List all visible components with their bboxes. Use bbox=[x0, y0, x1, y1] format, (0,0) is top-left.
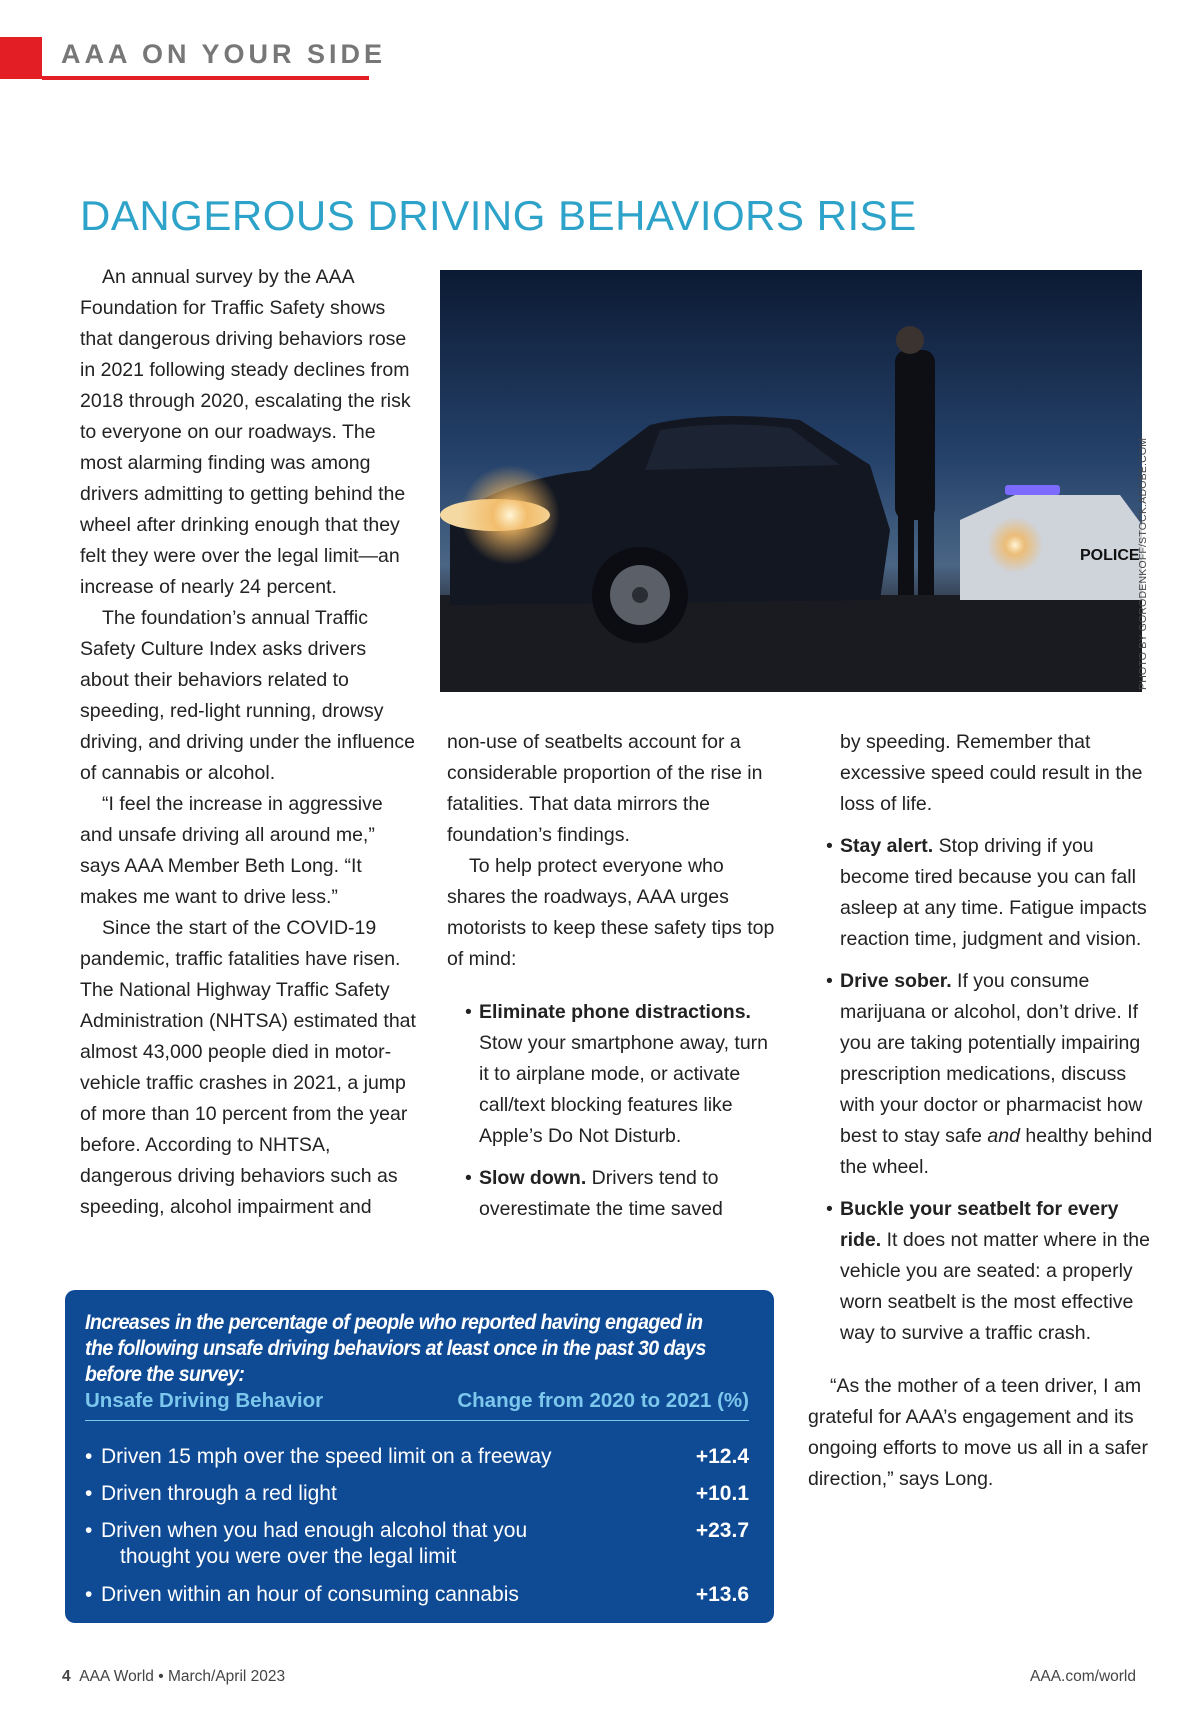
paragraph: non-use of seatbelts account for a considerable proportion of the rise in fatalities. That data mirrors the foundation’s findings. bbox=[447, 731, 763, 846]
article-column-3 bbox=[808, 727, 1155, 1495]
tip-heading: Eliminate phone distractions. bbox=[479, 1001, 751, 1023]
footer-left bbox=[62, 1668, 285, 1686]
behavior-label: • Driven 15 mph over the speed limit on a freeway bbox=[101, 1444, 552, 1470]
tip-heading: Stay alert. bbox=[840, 835, 934, 857]
tip-text: Drivers tend to overestimate the time saved bbox=[479, 1167, 723, 1220]
change-value: +10.1 bbox=[695, 1482, 749, 1505]
behavior-label: • Driven when you had enough alcohol that you bbox=[101, 1518, 527, 1544]
paragraph: An annual survey by the AAA Foundation for Traffic Safety shows that dangerous driving behaviors rose in 2021 following steady declines from 2018 through 2020, escalating the risk to everyone on our roadways. The most alarming finding was among drivers admitting to getting behind the wheel after drinking enough that they felt they were over the legal limit—an increase of nearly 24 percent. bbox=[80, 266, 411, 598]
section-underline bbox=[42, 76, 369, 80]
page-number: 4 bbox=[62, 1668, 71, 1685]
safety-tips-list bbox=[840, 831, 1155, 1349]
column-header-change: Change from 2020 to 2021 (%) bbox=[457, 1389, 749, 1412]
tip-text: Stow your smartphone away, turn it to airplane mode, or activate call/text blocking features like Apple’s Do Not Disturb. bbox=[479, 1032, 769, 1147]
stats-table-header bbox=[85, 1389, 749, 1421]
closing-quote: “As the mother of a teen driver, I am grateful for AAA’s engagement and its ongoing efforts to move us all in a safer direction,” says Long. bbox=[808, 1375, 1149, 1490]
tip-text: healthy behind the wheel. bbox=[840, 1125, 1153, 1178]
footer-url[interactable]: AAA.com/world bbox=[1030, 1668, 1136, 1685]
survey-intro: Increases in the percentage of people who reported having engaged in the following unsafe driving behaviors at least once in the past 30 days before the survey: bbox=[85, 1311, 706, 1386]
paragraph: To help protect everyone who shares the roadways, AAA urges motorists to keep these safety tips top of mind: bbox=[447, 855, 775, 970]
paragraph: “I feel the increase in aggressive and unsafe driving all around me,” says AAA Member Beth Long. “It makes me want to drive less.” bbox=[80, 793, 383, 908]
list-item bbox=[447, 1163, 777, 1225]
paragraph: Since the start of the COVID-19 pandemic, traffic fatalities have risen. The National Highway Traffic Safety Administration (NHTSA) estimated that almost 43,000 people died in motor-vehicle traffic crashes in 2021, a jump of more than 10 percent from the year before. According to NHTSA, dangerous driving behaviors such as speeding, alcohol impairment and bbox=[80, 917, 416, 1218]
paragraph: by speeding. Remember that excessive speed could result in the loss of life. bbox=[840, 731, 1143, 815]
behavior-label: • Driven within an hour of consuming cannabis bbox=[101, 1582, 519, 1608]
tip-text: It does not matter where in the vehicle you are seated: a properly worn seatbelt is the most effective way to survive a traffic crash. bbox=[840, 1229, 1150, 1344]
tip-heading: Drive sober. bbox=[840, 970, 952, 992]
list-item bbox=[840, 1194, 1155, 1349]
tip-text: If you consume marijuana or alcohol, don’t drive. If you are taking potentially impairing prescription medications, discuss with your doctor or pharmacist how best to stay safe bbox=[840, 970, 1143, 1147]
tip-text: Stop driving if you become tired because you can fall asleep at any time. Fatigue impacts reaction time, judgment and vision. bbox=[840, 835, 1147, 950]
tip-heading: Buckle your seatbelt for every ride. bbox=[840, 1198, 1119, 1251]
column-header-behavior: Unsafe Driving Behavior bbox=[85, 1389, 324, 1412]
publication-info: AAA World • March/April 2023 bbox=[79, 1668, 286, 1685]
list-item bbox=[840, 966, 1155, 1183]
section-label: AAA ON YOUR SIDE bbox=[61, 39, 387, 69]
police-stop-photo bbox=[440, 270, 1142, 692]
article-column-1 bbox=[80, 262, 420, 1223]
article-title: DANGEROUS DRIVING BEHAVIORS RISE bbox=[80, 192, 917, 239]
list-item bbox=[447, 997, 777, 1152]
change-value: +23.7 bbox=[695, 1519, 749, 1542]
behavior-label: • Driven through a red light bbox=[101, 1481, 337, 1507]
safety-tips-list bbox=[447, 997, 777, 1225]
tip-emphasis: and bbox=[987, 1125, 1020, 1147]
behavior-label-continued: thought you were over the legal limit bbox=[120, 1545, 457, 1568]
list-item bbox=[840, 831, 1155, 955]
svg-text:POLICE: POLICE bbox=[1080, 547, 1140, 564]
tip-heading: Slow down. bbox=[479, 1167, 587, 1189]
paragraph: The foundation’s annual Traffic Safety Culture Index asks drivers about their behaviors related to speeding, red-light running, drowsy driving, and driving under the influence of cannabis or alcohol. bbox=[80, 607, 415, 784]
article-column-2 bbox=[447, 727, 777, 1236]
change-value: +12.4 bbox=[695, 1445, 749, 1468]
survey-stats-box bbox=[65, 1290, 774, 1623]
photo-credit: PHOTO BY GORODENKOFF/STOCK.ADOBE.COM bbox=[1137, 437, 1149, 690]
section-accent-tab bbox=[0, 37, 42, 79]
change-value: +13.6 bbox=[695, 1583, 749, 1606]
